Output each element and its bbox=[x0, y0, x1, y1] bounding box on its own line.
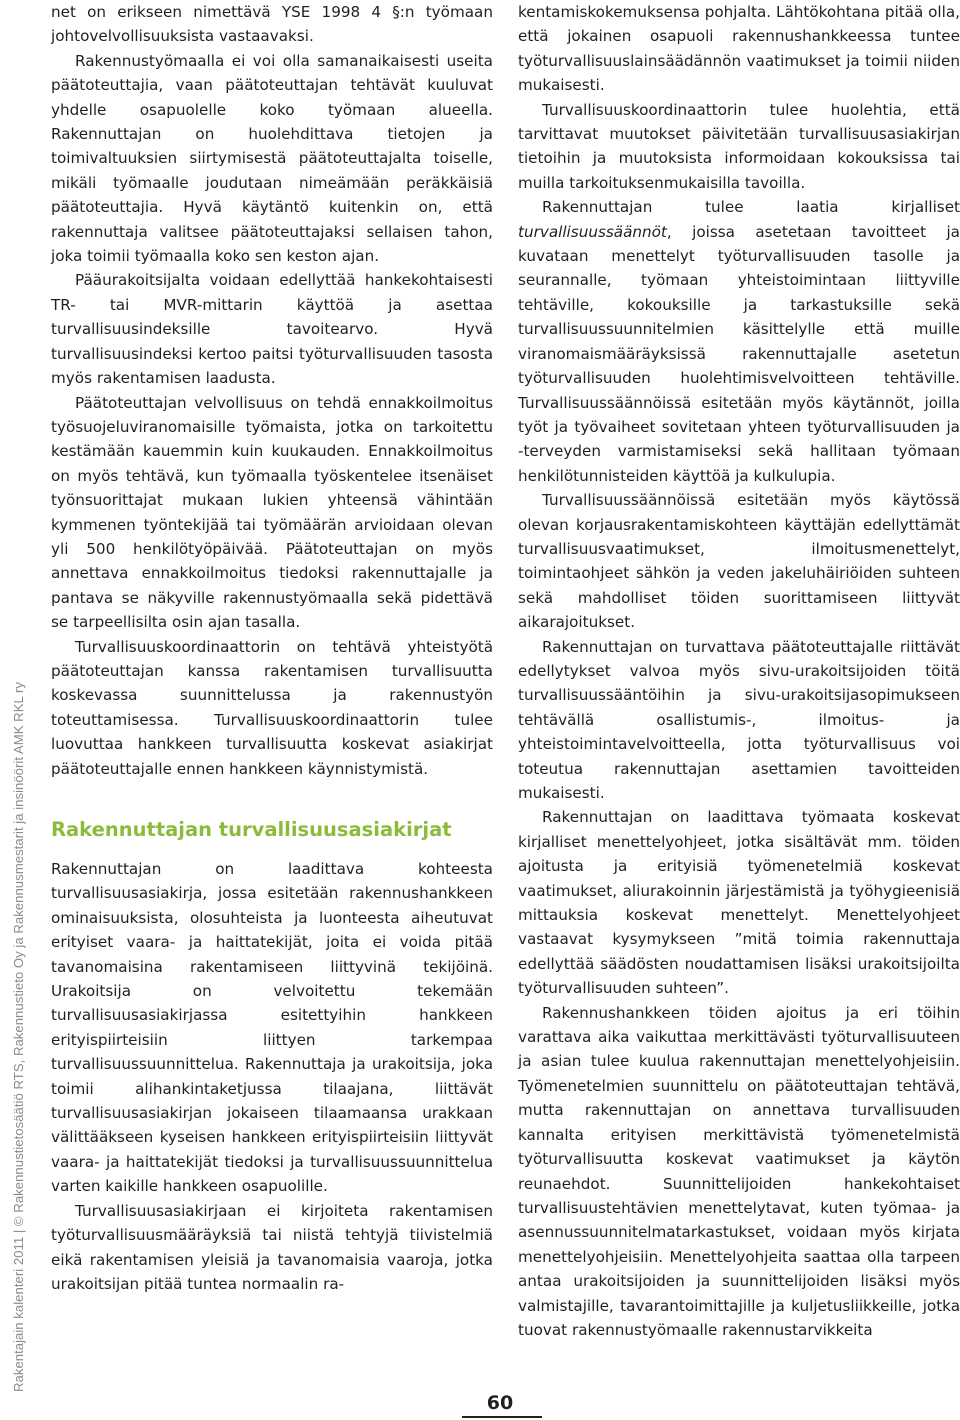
paragraph-text: Rakennuttajan tulee laatia kirjalliset bbox=[542, 198, 960, 217]
section-heading: Rakennuttajan turvallisuusasiakirjat bbox=[51, 818, 452, 841]
right-column bbox=[518, 0, 960, 1342]
page-number-underline bbox=[462, 1416, 542, 1418]
paragraph: Rakennuttajan on laadittava työmaata koskevat kirjalliset menettelyohjeet, jotka sisältävät mm. töiden ajoitusta ja erityisiä työmenetelmiä koskevat vaatimukset, aliurakoinnin järjestämistä ja työhygieenisiä mittauksia koskevat menettelyt. Menettelyohjeet vastaavat kysymykseen ”mitä toimia rakennuttaja edellyttää säädösten noudattamisen lisäksi urakoitsijoilta työturvallisuuden suhteen”. bbox=[518, 808, 960, 998]
paragraph: Rakennustyömaalla ei voi olla samanaikaisesti useita päätoteuttajia, vaan päätoteuttajan tehtävät kuuluvat yhdelle osapuolelle koko työmaan alueella. Rakennuttajan on huolehdittava tietojen ja toimivaltuuksien siirtymisestä päätoteuttajalta toiselle, mikäli työmaalle joudutaan nimeämään peräkkäisiä päätoteuttajia. Hyvä käytäntö kuitenkin on, että rakennuttaja valitsee päätoteuttajaksi sellaisen tahon, joka toimii työmaalla koko sen keston ajan. bbox=[51, 51, 493, 266]
paragraph: Turvallisuuskoordinaattorin on tehtävä yhteistyötä päätoteuttajan kanssa rakentamisen turvallisuutta koskevassa suunnittelussa ja rakennustyön toteuttamisessa. Turvallisuuskoordinaattorin tulee luovuttaa hankkeen turvallisuutta koskevat asiakirjat päätoteuttajalle ennen hankkeen käynnistymistä. bbox=[51, 637, 493, 778]
sidebar-copyright bbox=[8, 592, 28, 1392]
left-column bbox=[51, 0, 493, 1296]
paragraph-text: , joissa asetetaan tavoitteet ja kuvataan menettelyt työturvallisuuden tasolle ja seurannalle, työmaan yhteistoimintaan liittyville tehtäville, kokouksille ja tarkastuksille sekä turvallisuussuunnitelmien käsittelylle että muille viranomaismääräyksissä rakennuttajalle asetetun työturvallisuuden huolehtimisvelvoitteen tehtäville. Turvallisuussäännöissä esitetään myös käytännöt, joilla työt ja työvaiheet sovitetaan yhteen työturvallisuuden ja -terveyden varmistamiseksi sekä hallitaan työmaan henkilötunnisteiden käyttöä ja kulkulupia. bbox=[518, 222, 960, 485]
paragraph: Turvallisuussäännöissä esitetään myös käytössä olevan korjausrakentamiskohteen käyttäjän edellyttämät turvallisuusvaatimukset, ilmoitusmenettelyt, toimintaohjeet sähkön ja veden jakeluhäiriöiden suhteen sekä mahdolliset töiden suorittamiseen liittyvät aikarajoitukset. bbox=[518, 491, 960, 632]
paragraph bbox=[518, 195, 960, 488]
paragraph: Rakennuttajan on turvattava päätoteuttajalle riittävät edellytykset valvoa myös sivu-urakoitsijoiden töitä turvallisuussääntöihin ja sivu-urakoitsijasopimukseen tehtävällä osallistumis-, ilmoitus- ja yhteistoimintavelvoitteella, jotta työturvallisuus voi toteutua rakennuttajan asettamien tavoitteiden mukaisesti. bbox=[518, 637, 960, 802]
paragraph: Turvallisuuskoordinaattorin tulee huolehtia, että tarvittavat muutokset päivitetään turvallisuusasiakirjan tietoihin ja muutoksista informoidaan kokouksissa tai muilla tarkoituksenmukaisilla tavoilla. bbox=[518, 100, 960, 192]
copyright-text: Rakentajain kalenteri 2011 | © Rakennustietosäätiö RTS, Rakennustieto Oy ja Rakennusmestarit ja insinöörit AMK RKL ry bbox=[11, 682, 26, 1392]
paragraph: Rakennuttajan on laadittava kohteesta turvallisuusasiakirja, jossa esitetään rakennushankkeen ominaisuuksista, olosuhteista ja luonteesta aiheutuvat erityiset vaara- ja haittatekijät, joita ei voida pitää tavanomaisina rakentamiseen liittyvinä tekijöinä. Urakoitsija on velvoitettu tekemään turvallisuusasiakirjassa esitettyihin hankkeen erityispiirteisiin liittyen tarkempaa turvallisuussuunnittelua. Rakennuttaja ja urakoitsija, joka toimii alihankintaketjussa tilaajana, liittävät turvallisuusasiakirjan jokaiseen tilaamaansa urakkaan välittääkseen kyseisen hankkeen erityispiirteisiin liittyvät vaara- ja haittatekijät tiedoksi ja turvallisuussuunnittelua varten kaikille hankkeen osapuolille. bbox=[51, 860, 493, 1196]
paragraph: Rakennushankkeen töiden ajoitus ja eri töihin varattava aika vaikuttaa merkittävästi työturvallisuuteen ja asian tulee kuulua rakennuttajan menettelyohjeisiin. Työmenetelmien suunnittelu on päätoteuttajan tehtävä, mutta rakennuttajan on annettava turvallisuuden kannalta erityisen merkittävistä työmenetelmistä työturvallisuutta koskevat vaatimukset ja käytön reunaehdot. Suunnittelijoiden hankekohtaiset turvallisuustehtävien menettelytavat, kuten työmaa- ja asennussuunnitelmatarkastukset, voidaan myös kirjata menettelyohjeisiin. Menettelyohjeita saattaa olla tarpeen antaa urakoitsijoiden ja suunnittelijoiden lisäksi myös valmistajille, tavarantoimittajille ja kuljetusliikkeille, jotka tuovat rakennustyömaalle rakennustarvikkeita bbox=[518, 1003, 960, 1339]
paragraph: Päätoteuttajan velvollisuus on tehdä ennakkoilmoitus työsuojeluviranomaisille työmaista, jotka on tarkoitettu kestämään kauemmin kuin kuukauden. Ennakkoilmoitus on myös tehtävä, kun työmaalla työskentelee itsenäiset työnsuorittajat mukaan lukien yhteensä vähintään kymmenen työntekijää tai työmäärän arvioidaan olevan yli 500 henkilötyöpäivää. Päätoteuttajan on myös annettava ennakkoilmoitus tiedoksi rakennuttajalle ja pantava se näkyville rakennustyömaalla sekä pidettävä se tarpeellisilta osin ajan tasalla. bbox=[51, 393, 493, 632]
emphasized-term: turvallisuussäännöt bbox=[518, 222, 667, 241]
paragraph: net on erikseen nimettävä YSE 1998 4 §:n työmaan johtovelvollisuuksista vastaavaksi. bbox=[51, 3, 493, 46]
page-number: 60 bbox=[486, 1392, 514, 1414]
paragraph: kentamiskokemuksensa pohjalta. Lähtökohtana pitää olla, että jokainen osapuoli rakennushankkeessa tuntee työturvallisuuslainsäädännön vaatimukset ja toimii niiden mukaisesti. bbox=[518, 3, 960, 95]
paragraph: Turvallisuusasiakirjaan ei kirjoiteta rakentamisen työturvallisuusmääräyksiä tai niistä tehtyjä tiivistelmiä eikä rakentamisen yleisiä ja tavanomaisia vaaroja, jotka urakoitsijan pitää tuntea normaalin ra- bbox=[51, 1201, 493, 1293]
paragraph: Pääurakoitsijalta voidaan edellyttää hankekohtaisesti TR- tai MVR-mittarin käyttöä ja asettaa turvallisuusindeksille tavoitearvo. Hyvä turvallisuusindeksi kertoo paitsi työturvallisuuden tasosta myös rakentamisen laadusta. bbox=[51, 271, 493, 388]
